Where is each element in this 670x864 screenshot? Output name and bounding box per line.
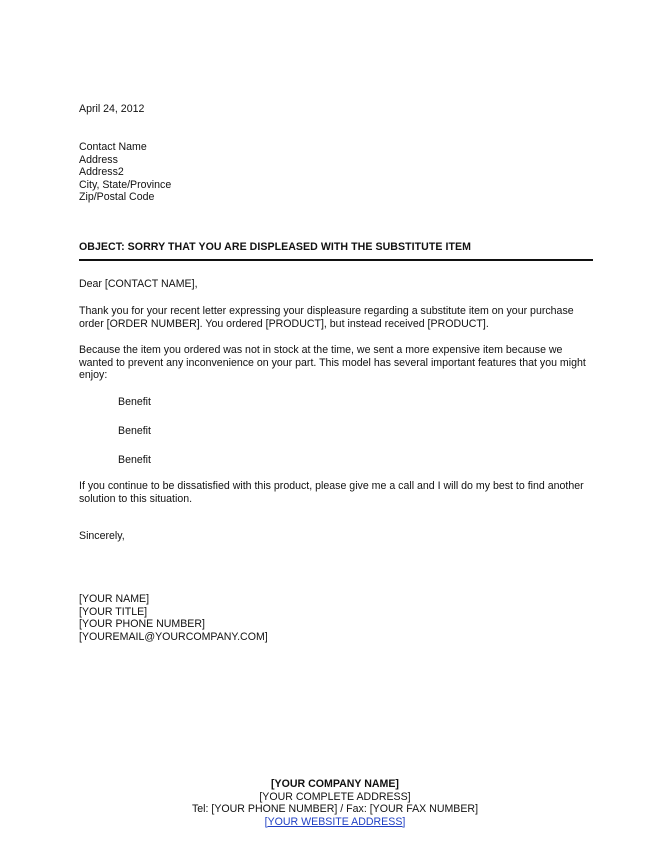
letter-date: April 24, 2012 — [79, 103, 145, 115]
body-paragraph-2: Because the item you ordered was not in stock at the time, we sent a more expensive item because we wanted to prevent any inconvenience on your part. This model has several important features that you might enjoy: — [79, 344, 586, 382]
benefit-item: Benefit — [118, 425, 151, 437]
recipient-address: Address — [79, 153, 118, 166]
signature-title: [YOUR TITLE] — [79, 605, 148, 618]
signature-name: [YOUR NAME] — [79, 593, 150, 605]
footer-company-name: [YOUR COMPANY NAME] — [271, 778, 399, 790]
footer-tel-fax: Tel: [YOUR PHONE NUMBER] / Fax: [YOUR FAX NUMBER] — [191, 803, 479, 816]
object-line: OBJECT: SORRY THAT YOU ARE DISPLEASED WITH THE SUBSTITUTE ITEM — [79, 241, 471, 253]
letterhead-footer — [135, 778, 535, 828]
object-divider — [79, 259, 593, 261]
salutation: Dear [CONTACT NAME], — [79, 278, 198, 290]
signature-block — [79, 593, 268, 643]
signature-email: [YOUREMAIL@YOURCOMPANY.COM] — [79, 630, 268, 643]
benefit-item: Benefit — [118, 454, 151, 466]
recipient-city-state: City, State/Province — [79, 178, 172, 191]
closing: Sincerely, — [79, 530, 125, 542]
recipient-zip: Zip/Postal Code — [79, 191, 155, 204]
body-paragraph-3: If you continue to be dissatisfied with this product, please give me a call and I will do my best to find another solution to this situation. — [79, 480, 584, 505]
recipient-address2: Address2 — [79, 166, 124, 179]
benefit-item: Benefit — [118, 396, 151, 408]
signature-phone: [YOUR PHONE NUMBER] — [79, 618, 205, 631]
body-paragraph-1: Thank you for your recent letter expressing your displeasure regarding a substitute item on your purchase order [ORDER NUMBER]. You ordered [PRODUCT], but instead received [PRODUCT]. — [79, 305, 574, 330]
footer-address: [YOUR COMPLETE ADDRESS] — [259, 790, 411, 803]
footer-website-link[interactable]: [YOUR WEBSITE ADDRESS] — [264, 815, 406, 828]
recipient-address-block — [79, 141, 171, 204]
recipient-contact-name: Contact Name — [79, 141, 147, 153]
